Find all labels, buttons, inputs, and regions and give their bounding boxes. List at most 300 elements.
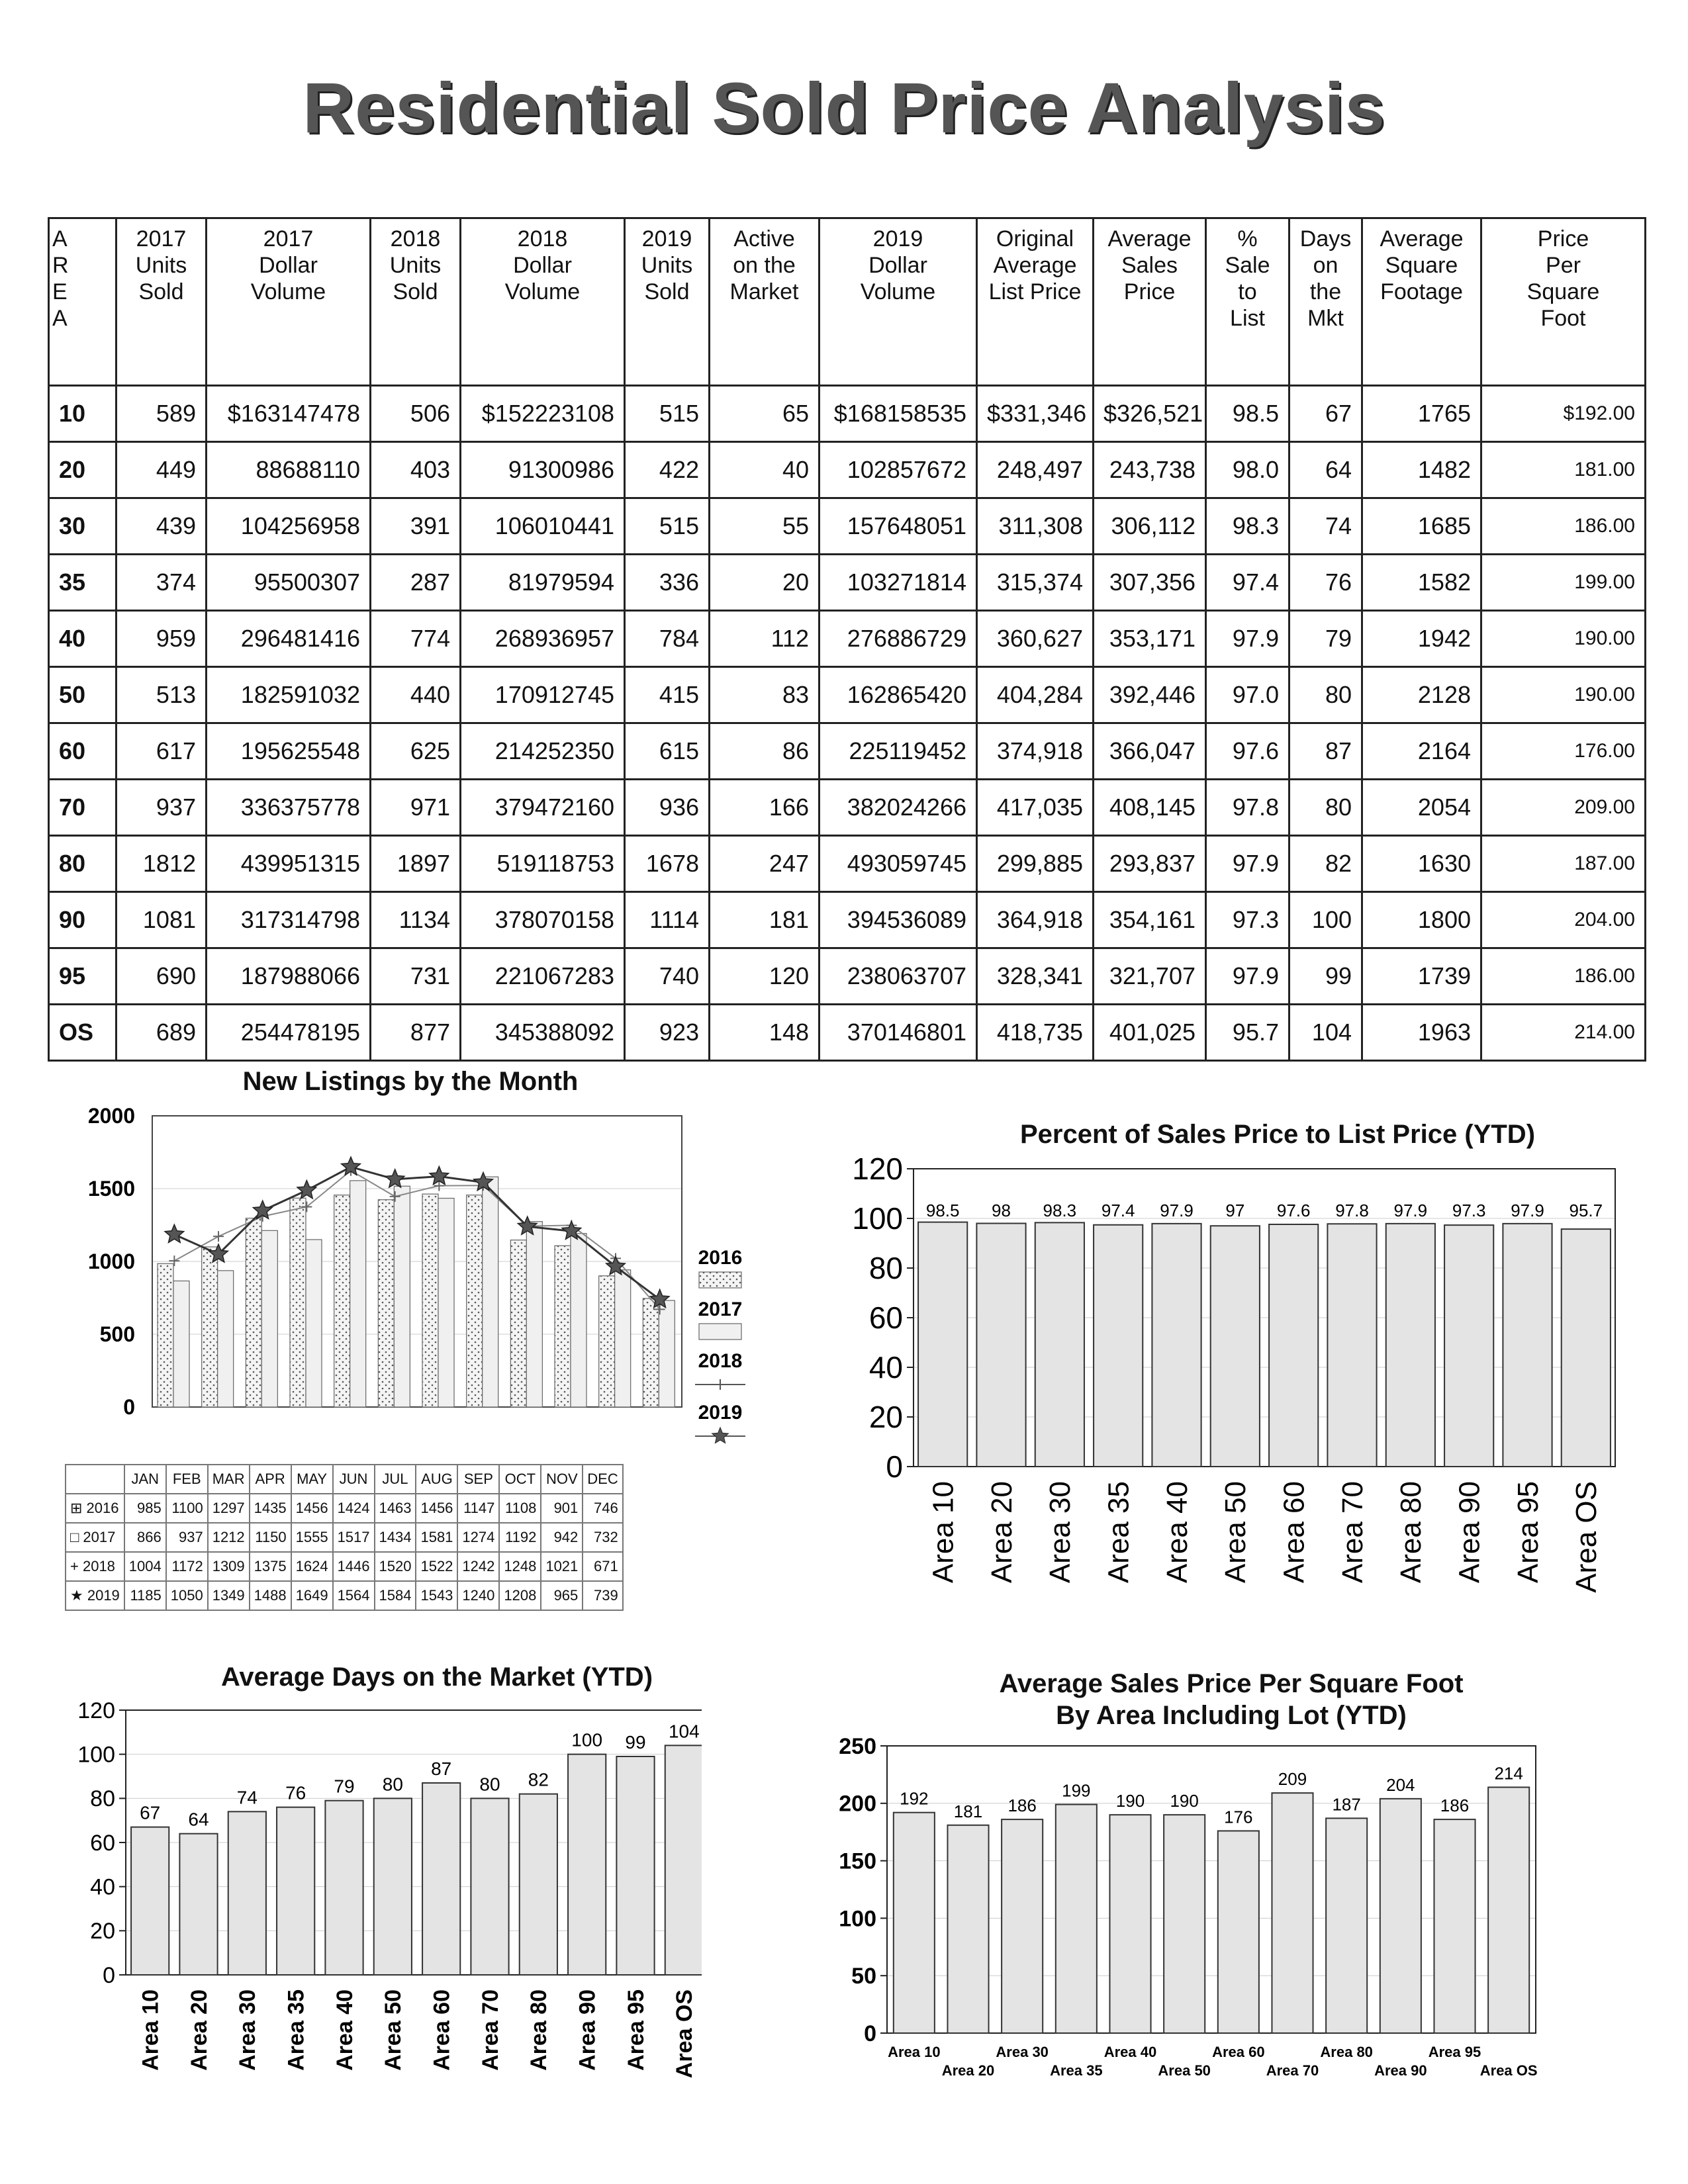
column-header: Price Per Square Foot: [1481, 218, 1646, 386]
table-cell: 148: [710, 1005, 820, 1061]
area-cell: 50: [49, 667, 117, 723]
marker-2019: [165, 1224, 184, 1242]
bar: [568, 1754, 606, 1975]
table-cell: 104256958: [207, 498, 371, 555]
bar: [422, 1783, 460, 1975]
percent-chart-svg: [834, 1152, 1628, 1628]
y-tick-label: 0: [123, 1395, 135, 1419]
bar: [1109, 1815, 1150, 2033]
table-row: [49, 667, 1646, 723]
days-chart-title: Average Days on the Market (YTD): [220, 1662, 653, 1692]
table-cell: 97.9: [1206, 948, 1289, 1005]
month-header: OCT: [499, 1465, 541, 1494]
column-header: Average Sales Price: [1094, 218, 1206, 386]
table-cell: 76: [1289, 555, 1362, 611]
area-cell: 95: [49, 948, 117, 1005]
table-cell: 1942: [1362, 611, 1481, 667]
table-cell: 1463: [375, 1494, 416, 1523]
table-cell: 299,885: [977, 836, 1094, 892]
table-cell: 1004: [124, 1552, 166, 1581]
table-cell: 1208: [499, 1581, 541, 1610]
column-header: Original Average List Price: [977, 218, 1094, 386]
table-cell: $331,346: [977, 386, 1094, 442]
x-tick-label: Area OS: [1479, 2062, 1538, 2079]
table-cell: 1424: [333, 1494, 375, 1523]
table-row: [66, 1523, 623, 1552]
table-cell: 1630: [1362, 836, 1481, 892]
table-cell: 353,171: [1094, 611, 1206, 667]
bar-2016: [422, 1194, 438, 1407]
legend-label: 2017: [698, 1298, 743, 1320]
table-cell: 404,284: [977, 667, 1094, 723]
table-row: [49, 948, 1646, 1005]
area-cell: 70: [49, 780, 117, 836]
table-cell: 378070158: [461, 892, 625, 948]
table-row: [49, 723, 1646, 780]
table-cell: 100: [1289, 892, 1362, 948]
month-header: DEC: [583, 1465, 622, 1494]
table-cell: 1100: [166, 1494, 208, 1523]
table-cell: 422: [625, 442, 710, 498]
table-cell: 370146801: [820, 1005, 977, 1061]
table-cell: 91300986: [461, 442, 625, 498]
data-label: 64: [188, 1809, 209, 1830]
bar-2016: [334, 1195, 350, 1407]
table-cell: 1309: [208, 1552, 250, 1581]
table-cell: 1649: [291, 1581, 333, 1610]
table-cell: 901: [541, 1494, 583, 1523]
bar-2016: [202, 1247, 218, 1407]
table-cell: 959: [117, 611, 207, 667]
month-header: JUL: [375, 1465, 416, 1494]
new-listings-svg: [66, 1085, 768, 1456]
bar: [1503, 1224, 1552, 1467]
table-cell: 315,374: [977, 555, 1094, 611]
table-cell: 942: [541, 1523, 583, 1552]
table-cell: 1582: [1362, 555, 1481, 611]
bar: [1218, 1831, 1259, 2033]
month-header: SEP: [457, 1465, 499, 1494]
y-tick-label: 0: [103, 1962, 115, 1988]
legend-swatch: [699, 1324, 741, 1340]
month-header: JAN: [124, 1465, 166, 1494]
data-label: 100: [571, 1729, 603, 1751]
table-cell: 74: [1289, 498, 1362, 555]
table-cell: 1800: [1362, 892, 1481, 948]
x-tick-label: Area 20: [186, 1989, 212, 2071]
table-cell: 97.8: [1206, 780, 1289, 836]
x-tick-label: Area OS: [672, 1989, 698, 2079]
marker-2019: [297, 1181, 316, 1199]
table-cell: 328,341: [977, 948, 1094, 1005]
column-header: Average Square Footage: [1362, 218, 1481, 386]
table-cell: 784: [625, 611, 710, 667]
table-cell: 1685: [1362, 498, 1481, 555]
table-cell: 336375778: [207, 780, 371, 836]
y-tick-label: 80: [90, 1786, 115, 1812]
table-cell: 243,738: [1094, 442, 1206, 498]
data-label: 181: [953, 1801, 983, 1821]
table-cell: 379472160: [461, 780, 625, 836]
x-tick-label: Area 10: [927, 1481, 960, 1584]
table-cell: 690: [117, 948, 207, 1005]
legend-label: 2018: [698, 1350, 743, 1372]
table-cell: 276886729: [820, 611, 977, 667]
table-cell: 1242: [457, 1552, 499, 1581]
month-header: MAR: [208, 1465, 250, 1494]
table-cell: 519118753: [461, 836, 625, 892]
table-cell: 221067283: [461, 948, 625, 1005]
table-cell: 1765: [1362, 386, 1481, 442]
series-name: 2018: [82, 1558, 115, 1574]
table-cell: 1274: [457, 1523, 499, 1552]
table-cell: 112: [710, 611, 820, 667]
area-cell: 20: [49, 442, 117, 498]
bar-2016: [246, 1218, 261, 1407]
table-cell: 615: [625, 723, 710, 780]
table-cell: 382024266: [820, 780, 977, 836]
table-cell: 1081: [117, 892, 207, 948]
bar: [1164, 1815, 1205, 2033]
percent-chart-title: Percent of Sales Price to List Price (YTD): [1019, 1120, 1536, 1149]
table-cell: 293,837: [1094, 836, 1206, 892]
data-label: 80: [479, 1774, 500, 1795]
column-header: A R E A: [49, 218, 117, 386]
bar-2016: [378, 1200, 394, 1407]
sqft-chart-title: Average Sales Price Per Square Foot: [999, 1669, 1464, 1698]
y-tick-label: 40: [90, 1874, 115, 1900]
x-tick-label: Area 60: [1212, 2044, 1265, 2060]
table-cell: 1446: [333, 1552, 375, 1581]
page-title: Residential Sold Price Analysis: [303, 68, 1385, 148]
table-cell: 1678: [625, 836, 710, 892]
bar-2017: [438, 1199, 454, 1407]
y-tick-label: 0: [886, 1449, 903, 1484]
bar: [1444, 1225, 1493, 1467]
bar-2016: [555, 1246, 571, 1407]
table-cell: 1150: [250, 1523, 291, 1552]
table-cell: 64: [1289, 442, 1362, 498]
x-tick-label: Area 35: [1050, 2062, 1103, 2079]
table-cell: 360,627: [977, 611, 1094, 667]
data-label: 97.9: [1160, 1201, 1194, 1220]
table-cell: 345388092: [461, 1005, 625, 1061]
bar: [1326, 1818, 1367, 2033]
bar-2017: [526, 1222, 542, 1407]
x-tick-label: Area 40: [1103, 2044, 1157, 2060]
table-cell: 181.00: [1481, 442, 1646, 498]
x-tick-label: Area 30: [996, 2044, 1049, 2060]
table-row: [49, 498, 1646, 555]
table-cell: 97.9: [1206, 836, 1289, 892]
legend-label: 2016: [698, 1247, 743, 1269]
table-cell: 1375: [250, 1552, 291, 1581]
month-header: AUG: [416, 1465, 457, 1494]
data-label: 186: [1440, 1796, 1470, 1816]
table-cell: 162865420: [820, 667, 977, 723]
legend-label: 2019: [698, 1402, 743, 1424]
data-label: 190: [1115, 1791, 1145, 1811]
table-row: [49, 386, 1646, 442]
column-header: 2017 Units Sold: [117, 218, 207, 386]
table-cell: 87: [1289, 723, 1362, 780]
table-cell: 1581: [416, 1523, 457, 1552]
table-cell: 1147: [457, 1494, 499, 1523]
series-marker-icon: +: [70, 1558, 83, 1574]
data-label: 97.6: [1276, 1201, 1311, 1220]
area-cell: 80: [49, 836, 117, 892]
table-cell: 493059745: [820, 836, 977, 892]
data-label: 199: [1062, 1780, 1091, 1801]
area-cell: 90: [49, 892, 117, 948]
table-cell: 311,308: [977, 498, 1094, 555]
data-label: 192: [900, 1788, 929, 1809]
bar: [894, 1813, 935, 2033]
marker-2018: [213, 1231, 224, 1242]
table-cell: 238063707: [820, 948, 977, 1005]
bar: [520, 1794, 557, 1975]
table-cell: 67: [1289, 386, 1362, 442]
table-cell: 225119452: [820, 723, 977, 780]
area-cell: 30: [49, 498, 117, 555]
table-row: [49, 892, 1646, 948]
table-cell: 55: [710, 498, 820, 555]
bar-2017: [394, 1186, 410, 1407]
table-cell: 1543: [416, 1581, 457, 1610]
x-tick-label: Area 95: [623, 1989, 649, 2071]
table-cell: 418,735: [977, 1005, 1094, 1061]
table-cell: 877: [371, 1005, 461, 1061]
area-cell: 40: [49, 611, 117, 667]
table-cell: 671: [583, 1552, 622, 1581]
table-row: [49, 1005, 1646, 1061]
data-label: 190: [1170, 1791, 1199, 1811]
table-row: [49, 555, 1646, 611]
y-tick-label: 100: [852, 1201, 903, 1236]
data-label: 82: [528, 1769, 549, 1790]
bar: [616, 1756, 654, 1975]
table-cell: 82: [1289, 836, 1362, 892]
table-cell: 97.0: [1206, 667, 1289, 723]
bar: [665, 1745, 702, 1975]
x-tick-label: Area 50: [1219, 1481, 1252, 1584]
table-cell: 98.0: [1206, 442, 1289, 498]
data-label: 176: [1224, 1807, 1253, 1827]
bar: [1094, 1225, 1143, 1467]
x-tick-label: Area 20: [985, 1481, 1018, 1584]
x-tick-label: Area 50: [381, 1989, 406, 2071]
table-cell: 186.00: [1481, 498, 1646, 555]
bar-2017: [659, 1300, 675, 1407]
table-cell: 103271814: [820, 555, 977, 611]
table-cell: 1108: [499, 1494, 541, 1523]
x-tick-label: Area 10: [888, 2044, 941, 2060]
bar: [1152, 1224, 1201, 1467]
table-cell: 403: [371, 442, 461, 498]
table-cell: 1185: [124, 1581, 166, 1610]
y-tick-label: 60: [868, 1300, 903, 1336]
bar-2016: [158, 1263, 173, 1407]
bar: [228, 1811, 266, 1975]
bar: [1434, 1819, 1475, 2033]
table-cell: 104: [1289, 1005, 1362, 1061]
table-cell: 248,497: [977, 442, 1094, 498]
table-cell: 440: [371, 667, 461, 723]
x-tick-label: Area 90: [1453, 1481, 1486, 1584]
table-cell: 176.00: [1481, 723, 1646, 780]
table-cell: 336: [625, 555, 710, 611]
data-label: 104: [668, 1721, 700, 1742]
table-row: [49, 442, 1646, 498]
bar: [374, 1798, 412, 1975]
table-cell: 170912745: [461, 667, 625, 723]
table-cell: 83: [710, 667, 820, 723]
table-cell: 617: [117, 723, 207, 780]
bar: [1562, 1229, 1611, 1467]
bar-2017: [218, 1271, 234, 1407]
column-header: 2017 Dollar Volume: [207, 218, 371, 386]
table-cell: $163147478: [207, 386, 371, 442]
y-tick-label: 60: [90, 1830, 115, 1856]
series-marker-icon: □: [70, 1529, 83, 1545]
bar: [131, 1827, 169, 1975]
table-cell: 306,112: [1094, 498, 1206, 555]
table-cell: 1522: [416, 1552, 457, 1581]
table-cell: 182591032: [207, 667, 371, 723]
area-cell: 60: [49, 723, 117, 780]
y-tick-label: 200: [839, 1791, 876, 1817]
y-tick-label: 40: [868, 1350, 903, 1385]
table-cell: 97.4: [1206, 555, 1289, 611]
bar-2017: [483, 1177, 498, 1407]
table-cell: 186.00: [1481, 948, 1646, 1005]
bar-2017: [173, 1281, 189, 1407]
table-cell: 971: [371, 780, 461, 836]
table-cell: 513: [117, 667, 207, 723]
table-cell: 1517: [333, 1523, 375, 1552]
bar: [1327, 1224, 1376, 1467]
table-cell: 102857672: [820, 442, 977, 498]
x-tick-label: Area 70: [1266, 2062, 1319, 2079]
table-cell: 1192: [499, 1523, 541, 1552]
bar-2016: [467, 1195, 483, 1407]
legend-marker: [712, 1428, 729, 1443]
x-tick-label: Area 20: [941, 2062, 995, 2079]
y-tick-label: 120: [852, 1152, 903, 1187]
bar-2016: [290, 1198, 306, 1407]
table-cell: 1555: [291, 1523, 333, 1552]
x-tick-label: Area 80: [1395, 1481, 1428, 1584]
table-cell: 1297: [208, 1494, 250, 1523]
table-cell: 625: [371, 723, 461, 780]
table-row: [66, 1552, 623, 1581]
table-cell: 2128: [1362, 667, 1481, 723]
table-cell: 99: [1289, 948, 1362, 1005]
x-tick-label: Area 95: [1428, 2044, 1481, 2060]
bar: [277, 1807, 314, 1975]
table-cell: 209.00: [1481, 780, 1646, 836]
table-row: [49, 836, 1646, 892]
month-header: FEB: [166, 1465, 208, 1494]
table-cell: 95500307: [207, 555, 371, 611]
table-cell: 214252350: [461, 723, 625, 780]
data-label: 99: [625, 1732, 646, 1752]
table-cell: 195625548: [207, 723, 371, 780]
data-label: 67: [140, 1802, 161, 1823]
table-cell: 120: [710, 948, 820, 1005]
series-label: [66, 1494, 124, 1523]
x-tick-label: Area 35: [283, 1989, 309, 2071]
data-label: 97: [1225, 1201, 1245, 1220]
data-label: 97.9: [1511, 1201, 1544, 1220]
marker-2019: [385, 1169, 404, 1187]
table-cell: 1963: [1362, 1005, 1481, 1061]
table-cell: 1248: [499, 1552, 541, 1581]
series-name: 2019: [87, 1587, 120, 1604]
bar: [1380, 1799, 1421, 2033]
table-cell: 1212: [208, 1523, 250, 1552]
table-cell: 204.00: [1481, 892, 1646, 948]
data-label: 97.9: [1393, 1201, 1428, 1220]
table-cell: 1584: [375, 1581, 416, 1610]
y-tick-label: 500: [99, 1322, 135, 1346]
table-cell: 1739: [1362, 948, 1481, 1005]
table-cell: 936: [625, 780, 710, 836]
bar: [1386, 1224, 1435, 1467]
column-header: Active on the Market: [710, 218, 820, 386]
table-cell: 1050: [166, 1581, 208, 1610]
table-cell: 1624: [291, 1552, 333, 1581]
month-header: NOV: [541, 1465, 583, 1494]
table-cell: 746: [583, 1494, 622, 1523]
x-tick-label: Area 70: [477, 1989, 503, 2071]
table-cell: 364,918: [977, 892, 1094, 948]
x-tick-label: Area 80: [1320, 2044, 1373, 2060]
table-row: [49, 780, 1646, 836]
table-cell: 97.9: [1206, 611, 1289, 667]
table-cell: 392,446: [1094, 667, 1206, 723]
bar-2016: [599, 1276, 615, 1407]
month-header: JUN: [333, 1465, 375, 1494]
table-cell: 1897: [371, 836, 461, 892]
series-label: [66, 1552, 124, 1581]
column-header: Days on the Mkt: [1289, 218, 1362, 386]
table-cell: 732: [583, 1523, 622, 1552]
x-tick-label: Area 50: [1158, 2062, 1211, 2079]
table-cell: 296481416: [207, 611, 371, 667]
table-cell: 199.00: [1481, 555, 1646, 611]
x-tick-label: Area 40: [332, 1989, 357, 2071]
table-cell: $192.00: [1481, 386, 1646, 442]
x-tick-label: Area 70: [1336, 1481, 1369, 1584]
table-cell: 515: [625, 498, 710, 555]
y-tick-label: 2000: [87, 1104, 135, 1128]
table-cell: 97.6: [1206, 723, 1289, 780]
table-cell: 739: [583, 1581, 622, 1610]
table-cell: $326,521: [1094, 386, 1206, 442]
table-body: [49, 386, 1646, 1061]
table-cell: 1240: [457, 1581, 499, 1610]
data-label: 98.3: [1043, 1201, 1077, 1220]
bar: [918, 1222, 967, 1467]
table-cell: 866: [124, 1523, 166, 1552]
data-label: 98.5: [925, 1201, 960, 1220]
area-cell: 35: [49, 555, 117, 611]
table-cell: 88688110: [207, 442, 371, 498]
table-cell: 439: [117, 498, 207, 555]
x-tick-label: Area 60: [1278, 1481, 1311, 1584]
table-cell: 449: [117, 442, 207, 498]
